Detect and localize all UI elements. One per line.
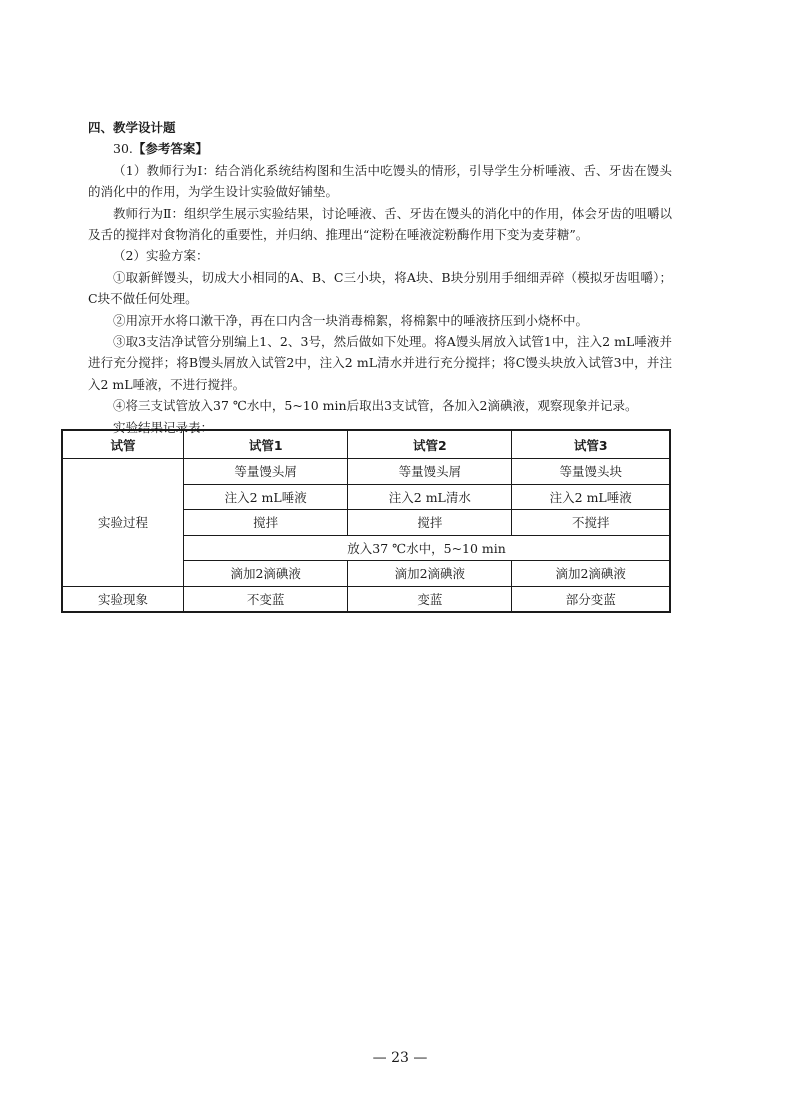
table-row — [62, 459, 670, 485]
answer-heading — [88, 138, 672, 159]
table-cell: 滴加2滴碘液 — [512, 561, 670, 587]
table-cell: 部分变蓝 — [512, 586, 670, 612]
table-cell: 滴加2滴碘液 — [348, 561, 512, 587]
table-cell: 注入2 mL清水 — [348, 484, 512, 510]
answer-content — [88, 117, 672, 438]
merged-cell: 放入37 ℃水中，5~10 min — [184, 535, 670, 561]
table-cell: 注入2 mL唾液 — [512, 484, 670, 510]
table-cell: 注入2 mL唾液 — [184, 484, 348, 510]
paragraph-step-1: ①取新鲜馒头，切成大小相同的A、B、C三小块，将A块、B块分别用手细细弄碎（模拟牙齿咀嚼）；C块不做任何处理。 — [88, 269, 672, 307]
paragraph-table-caption: 实验结果记录表： — [113, 419, 214, 435]
table-cell: 搅拌 — [348, 510, 512, 536]
header-cell: 试管3 — [512, 430, 670, 459]
table-cell: 等量馒头块 — [512, 459, 670, 485]
results-table — [61, 429, 671, 613]
table-row — [62, 586, 670, 612]
table-cell: 等量馒头屑 — [184, 459, 348, 485]
process-label-cell: 实验过程 — [62, 459, 184, 587]
paragraph-teacher-behavior-1: （1）教师行为Ⅰ：结合消化系统结构图和生活中吃馒头的情形，引导学生分析唾液、舌、牙齿在馒头的消化中的作用，为学生设计实验做好铺垫。 — [88, 162, 672, 200]
paragraph-step-2: ②用凉开水将口漱干净，再在口内含一块消毒棉絮，将棉絮中的唾液挤压到小烧杯中。 — [113, 312, 589, 328]
paragraph-step-4: ④将三支试管放入37 ℃水中，5~10 min后取出3支试管，各加入2滴碘液，观察现象并记录。 — [113, 398, 638, 414]
table-cell: 不变蓝 — [184, 586, 348, 612]
paragraph-step-3: ③取3支洁净试管分别编上1、2、3号，然后做如下处理。将A馒头屑放入试管1中，注入2 mL唾液并进行充分搅拌；将B馒头屑放入试管2中，注入2 mL清水并进行充分搅拌；将C馒头块放入试管3中，并注入2 mL唾液，不进行搅拌。 — [88, 334, 672, 392]
table-cell: 滴加2滴碘液 — [184, 561, 348, 587]
section-title: 四、教学设计题 — [88, 120, 176, 135]
header-cell: 试管1 — [184, 430, 348, 459]
result-label-cell: 实验现象 — [62, 586, 184, 612]
table-header-row — [62, 430, 670, 459]
answer-tag: 【参考答案】 — [132, 141, 208, 157]
table-cell: 变蓝 — [348, 586, 512, 612]
table-cell: 不搅拌 — [512, 510, 670, 536]
page-number: — 23 — — [372, 1050, 428, 1066]
header-cell: 试管 — [62, 430, 184, 459]
table-cell: 搅拌 — [184, 510, 348, 536]
paragraph-plan-heading: （2）实验方案： — [113, 248, 209, 264]
header-cell: 试管2 — [348, 430, 512, 459]
answer-number: 30. — [113, 141, 133, 157]
paragraph-teacher-behavior-2: 教师行为Ⅱ：组织学生展示实验结果，讨论唾液、舌、牙齿在馒头的消化中的作用，体会牙齿的咀嚼以及舌的搅拌对食物消化的重要性，并归纳、推理出“淀粉在唾液淀粉酶作用下变为麦芽糖”。 — [88, 205, 672, 243]
table-cell: 等量馒头屑 — [348, 459, 512, 485]
